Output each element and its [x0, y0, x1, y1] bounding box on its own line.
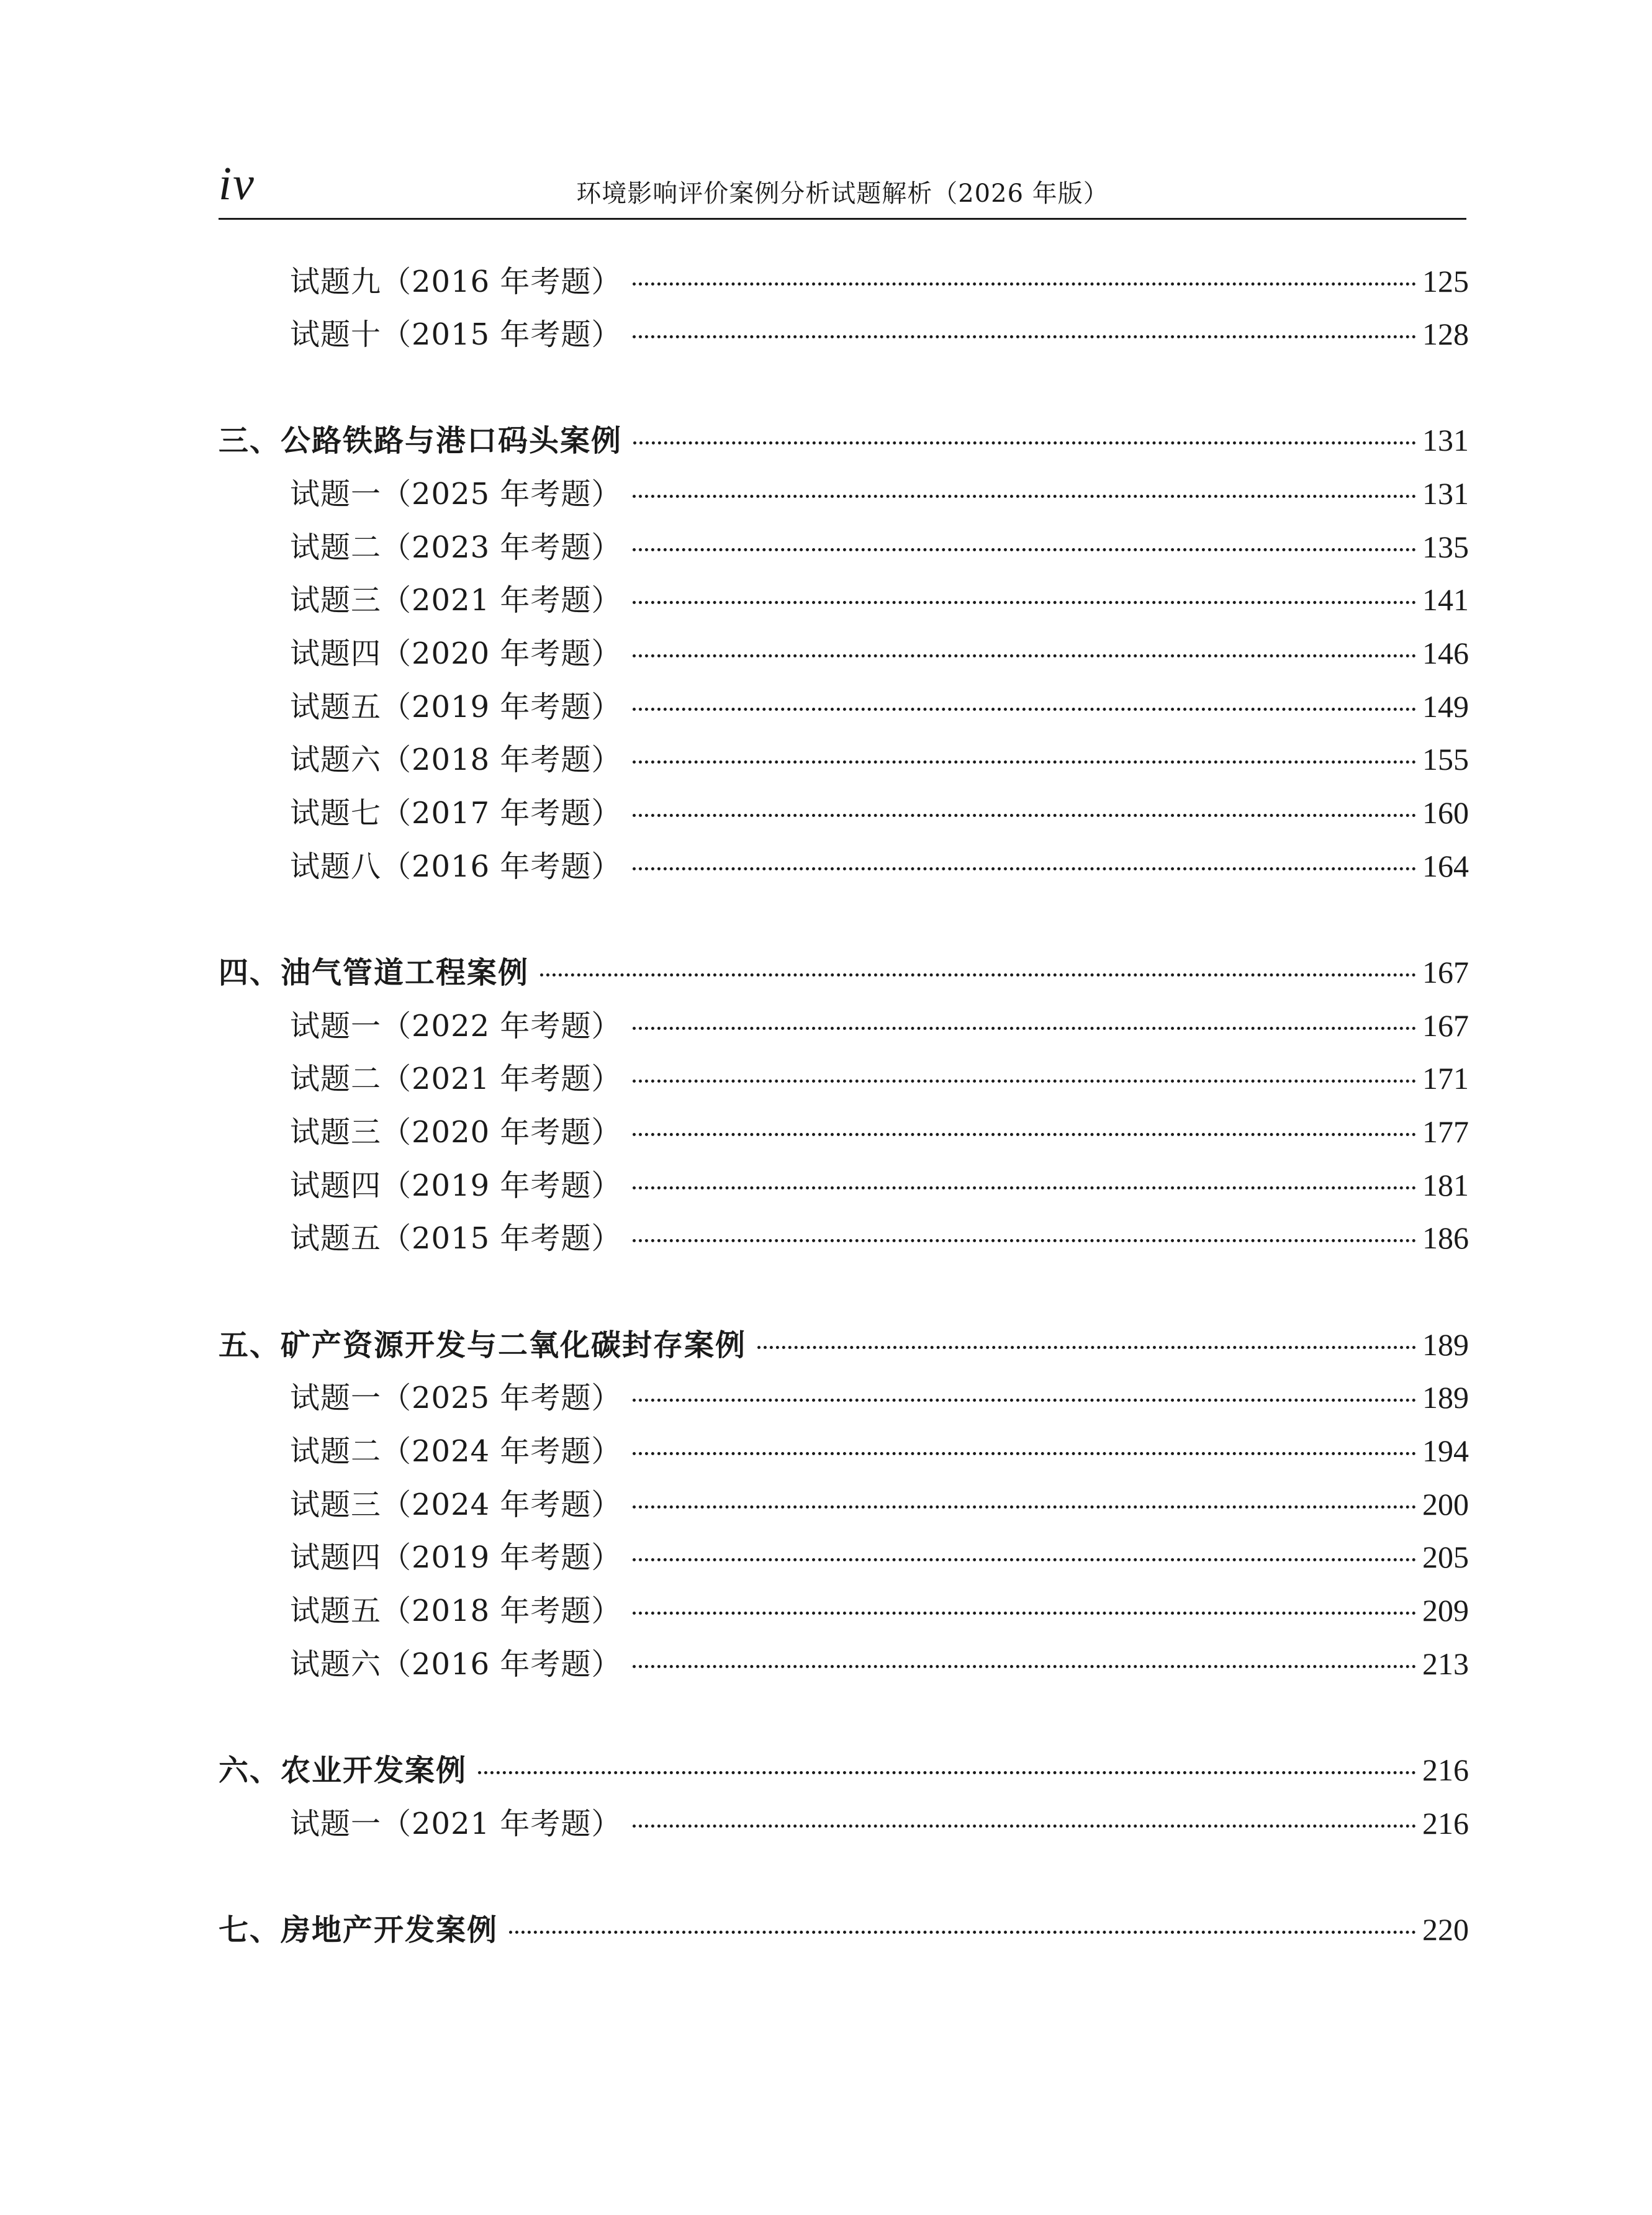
- toc-entry-title: 试题六（2018 年考题）: [290, 742, 622, 777]
- toc-entry[interactable]: [290, 1001, 1469, 1050]
- toc-entry[interactable]: [290, 1586, 1469, 1635]
- toc-entry-title: 试题四（2019 年考题）: [290, 1540, 622, 1575]
- toc-page-number: 146: [1422, 636, 1469, 670]
- toc-leader-dots: [540, 973, 1416, 977]
- toc-leader-dots: [633, 495, 1416, 498]
- toc-entry[interactable]: [290, 1798, 1469, 1848]
- toc-entry-title: 试题二（2024 年考题）: [290, 1434, 622, 1469]
- toc-section[interactable]: [219, 1905, 1469, 1954]
- toc-page-number: 131: [1422, 423, 1469, 458]
- toc-page-number: 171: [1422, 1061, 1469, 1096]
- toc-leader-dots: [757, 1346, 1416, 1349]
- toc-entry[interactable]: [290, 309, 1469, 359]
- toc-entry[interactable]: [290, 256, 1469, 306]
- toc-entry-title: 试题四（2019 年考题）: [290, 1168, 622, 1203]
- toc-page-number: 189: [1422, 1380, 1469, 1415]
- toc-section-title: 五、矿产资源开发与二氧化碳封存案例: [219, 1328, 747, 1363]
- toc-leader-dots: [633, 1399, 1416, 1402]
- toc-section[interactable]: [219, 1745, 1469, 1795]
- toc-leader-dots: [633, 1825, 1416, 1828]
- toc-entry[interactable]: [290, 1373, 1469, 1422]
- toc-entry-title: 试题三（2024 年考题）: [290, 1487, 622, 1522]
- toc-page-number: 181: [1422, 1168, 1469, 1202]
- toc-leader-dots: [633, 867, 1416, 870]
- toc-leader-dots: [633, 335, 1416, 338]
- toc-page-number: 177: [1422, 1114, 1469, 1149]
- toc-leader-dots: [633, 1452, 1416, 1455]
- toc-entry[interactable]: [290, 1479, 1469, 1529]
- toc-entry-title: 试题三（2021 年考题）: [290, 583, 622, 618]
- toc-page-number: 205: [1422, 1540, 1469, 1574]
- toc-entry[interactable]: [290, 575, 1469, 625]
- toc-page-number: 216: [1422, 1806, 1469, 1841]
- toc-page-number: 128: [1422, 317, 1469, 351]
- page-number: iv: [219, 158, 255, 210]
- toc-section-title: 三、公路铁路与港口码头案例: [219, 423, 623, 458]
- toc-entry-title: 试题四（2020 年考题）: [290, 636, 622, 671]
- toc-entry-title: 试题一（2025 年考题）: [290, 477, 622, 512]
- toc-entry-title: 试题七（2017 年考题）: [290, 796, 622, 831]
- toc-page-number: 194: [1422, 1433, 1469, 1468]
- toc-leader-dots: [633, 1558, 1416, 1561]
- toc-entry-title: 试题十（2015 年考题）: [290, 317, 622, 352]
- toc-leader-dots: [633, 1080, 1416, 1083]
- toc-entry[interactable]: [290, 522, 1469, 572]
- toc-leader-dots: [633, 1665, 1416, 1668]
- toc-leader-dots: [478, 1771, 1416, 1774]
- toc-page-number: 125: [1422, 264, 1469, 299]
- toc-entry[interactable]: [290, 1639, 1469, 1689]
- running-head: 环境影响评价案例分析试题解析（2026 年版）: [576, 179, 1109, 208]
- toc-entry-title: 试题一（2021 年考题）: [290, 1807, 622, 1841]
- toc-page-number: 160: [1422, 795, 1469, 830]
- toc-entry-title: 试题一（2025 年考题）: [290, 1381, 622, 1415]
- toc-entry[interactable]: [290, 788, 1469, 837]
- toc-leader-dots: [633, 548, 1416, 551]
- toc-leader-dots: [633, 814, 1416, 817]
- toc-section-title: 四、油气管道工程案例: [219, 955, 530, 990]
- toc-entry[interactable]: [290, 1053, 1469, 1103]
- toc-entry-title: 试题五（2019 年考题）: [290, 690, 622, 724]
- toc-entry[interactable]: [290, 1426, 1469, 1476]
- toc-entry-title: 试题二（2023 年考题）: [290, 530, 622, 565]
- toc-entry[interactable]: [290, 628, 1469, 678]
- toc-section-title: 七、房地产开发案例: [219, 1913, 499, 1947]
- toc-page-number: 220: [1422, 1912, 1469, 1947]
- toc-entry-title: 试题一（2022 年考题）: [290, 1009, 622, 1044]
- toc-entry-title: 试题九（2016 年考题）: [290, 264, 622, 299]
- toc-leader-dots: [633, 1505, 1416, 1509]
- toc-leader-dots: [633, 441, 1416, 444]
- toc-page-number: 167: [1422, 1008, 1469, 1043]
- toc-entry-title: 试题二（2021 年考题）: [290, 1062, 622, 1096]
- toc-section[interactable]: [219, 1320, 1469, 1369]
- toc-entry[interactable]: [290, 1213, 1469, 1263]
- toc-leader-dots: [633, 654, 1416, 657]
- toc-page-number: 189: [1422, 1327, 1469, 1362]
- toc-section[interactable]: [219, 415, 1469, 465]
- toc-page-number: 141: [1422, 582, 1469, 617]
- toc-entry-title: 试题六（2016 年考题）: [290, 1647, 622, 1682]
- toc-entry[interactable]: [290, 734, 1469, 784]
- toc-section[interactable]: [219, 947, 1469, 997]
- toc-page-number: 149: [1422, 689, 1469, 724]
- toc-leader-dots: [633, 1239, 1416, 1242]
- toc-page-number: 216: [1422, 1753, 1469, 1787]
- toc-entry-title: 试题三（2020 年考题）: [290, 1115, 622, 1150]
- toc-page-number: 131: [1422, 476, 1469, 511]
- toc-entry[interactable]: [290, 1107, 1469, 1157]
- toc-leader-dots: [509, 1931, 1416, 1934]
- toc-entry-title: 试题八（2016 年考题）: [290, 849, 622, 884]
- toc-leader-dots: [633, 1186, 1416, 1189]
- toc-leader-dots: [633, 760, 1416, 764]
- toc-entry-title: 试题五（2015 年考题）: [290, 1221, 622, 1256]
- toc-page-number: 164: [1422, 849, 1469, 883]
- toc-leader-dots: [633, 708, 1416, 711]
- toc-leader-dots: [633, 1612, 1416, 1615]
- toc-entry[interactable]: [290, 1160, 1469, 1210]
- toc-leader-dots: [633, 282, 1416, 286]
- toc-entry[interactable]: [290, 841, 1469, 891]
- toc-page-number: 200: [1422, 1487, 1469, 1522]
- toc-page-number: 186: [1422, 1220, 1469, 1255]
- toc-entry[interactable]: [290, 469, 1469, 518]
- toc-page-number: 167: [1422, 955, 1469, 990]
- toc-page-number: 213: [1422, 1646, 1469, 1681]
- toc-leader-dots: [633, 1133, 1416, 1136]
- toc-entry[interactable]: [290, 682, 1469, 731]
- toc-section-title: 六、农业开发案例: [219, 1753, 467, 1788]
- toc-leader-dots: [633, 601, 1416, 604]
- toc-page-number: 135: [1422, 530, 1469, 564]
- toc-entry-title: 试题五（2018 年考题）: [290, 1594, 622, 1628]
- toc-page-number: 209: [1422, 1593, 1469, 1628]
- toc-page-number: 155: [1422, 742, 1469, 777]
- toc-entry[interactable]: [290, 1532, 1469, 1582]
- toc-leader-dots: [633, 1027, 1416, 1030]
